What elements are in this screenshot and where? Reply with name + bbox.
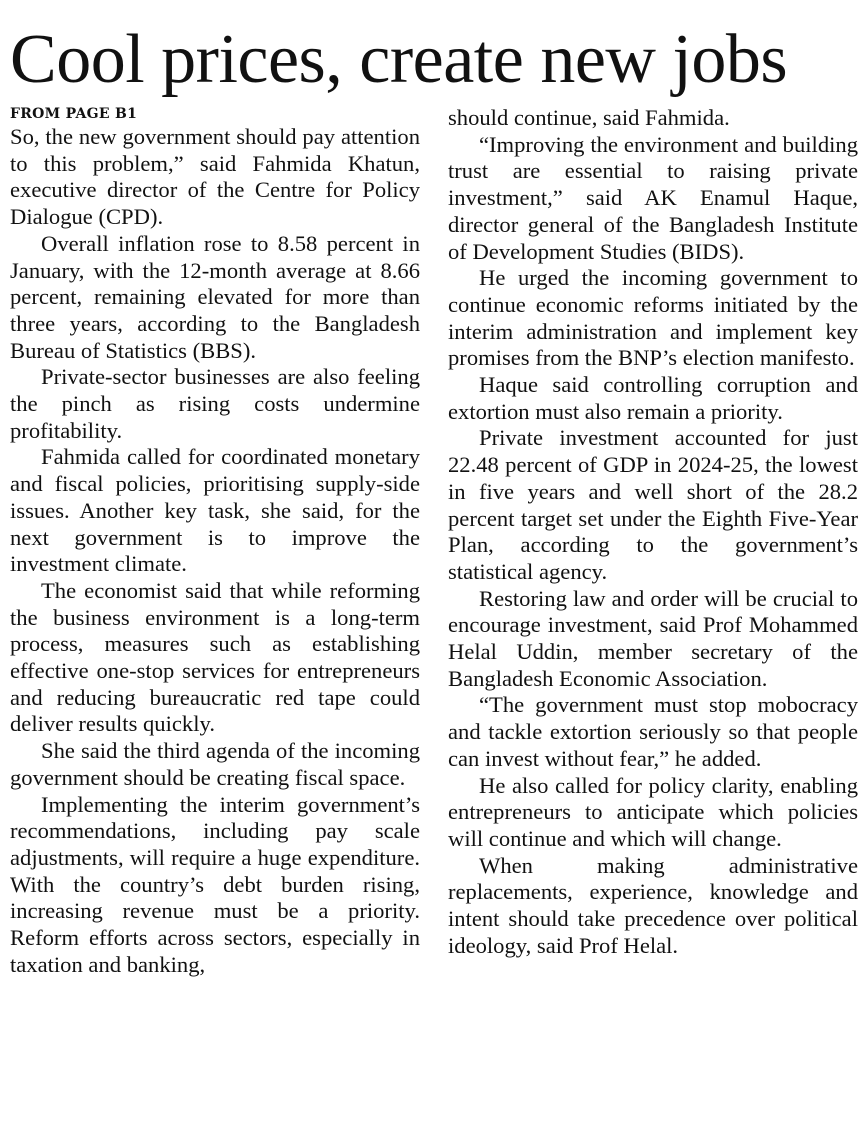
paragraph: “Improving the environment and building trust are essential to raising private investment,” said AK Enamul Haque, director general of the Bangladesh Institute of Development Studies (BIDS). (448, 131, 858, 264)
paragraph: “The government must stop mobocracy and tackle extortion seriously so that people can invest without fear,” he added. (448, 692, 858, 771)
paragraph: He urged the incoming government to continue economic reforms initiated by the interim administration and implement key promises from the BNP’s election manifesto. (448, 265, 858, 371)
paragraph: When making administrative replacements, experience, knowledge and intent should take precedence over political ideology, said Prof Helal. (448, 852, 858, 958)
paragraph: Implementing the interim government’s recommendations, including pay scale adjustments, will require a huge expenditure. With the country’s debt burden rising, increasing revenue must be a priority. Reform efforts across sectors, especially in taxation and banking, (10, 791, 420, 977)
headline: Cool prices, create new jobs (10, 21, 788, 98)
paragraph: should continue, said Fahmida. (448, 105, 730, 130)
paragraph: Haque said controlling corruption and extortion must also remain a priority. (448, 372, 858, 424)
paragraph: Private investment accounted for just 22.48 percent of GDP in 2024-25, the lowest in five years and well short of the 28.2 percent target set under the Eighth Five-Year Plan, according to the government’s statistical agency. (448, 425, 858, 584)
paragraph: Restoring law and order will be crucial to encourage investment, said Prof Mohammed Helal Uddin, member secretary of the Bangladesh Economic Association. (448, 585, 858, 691)
article-column-left (10, 105, 420, 979)
paragraph: So, the new government should pay attention to this problem,” said Fahmida Khatun, executive director of the Centre for Policy Dialogue (CPD). (10, 124, 420, 230)
paragraph: He also called for policy clarity, enabling entrepreneurs to anticipate which policies will continue and which will change. (448, 772, 858, 851)
paragraph: The economist said that while reforming the business environment is a long-term process, measures such as establishing effective one-stop services for entrepreneurs and reducing bureaucratic red tape could deliver results quickly. (10, 577, 420, 737)
article-column-right (448, 105, 858, 960)
paragraph: Fahmida called for coordinated monetary and fiscal policies, prioritising supply-side issues. Another key task, she said, for the next government is to improve the investment climate. (10, 444, 420, 577)
paragraph: Overall inflation rose to 8.58 percent in January, with the 12-month average at 8.66 percent, remaining elevated for more than three years, according to the Bangladesh Bureau of Statistics (BBS). (10, 230, 420, 363)
paragraph: Private-sector businesses are also feeling the pinch as rising costs undermine profitability. (10, 364, 420, 443)
continuation-kicker: FROM PAGE B1 (10, 106, 138, 122)
paragraph: She said the third agenda of the incoming government should be creating fiscal space. (10, 738, 420, 790)
